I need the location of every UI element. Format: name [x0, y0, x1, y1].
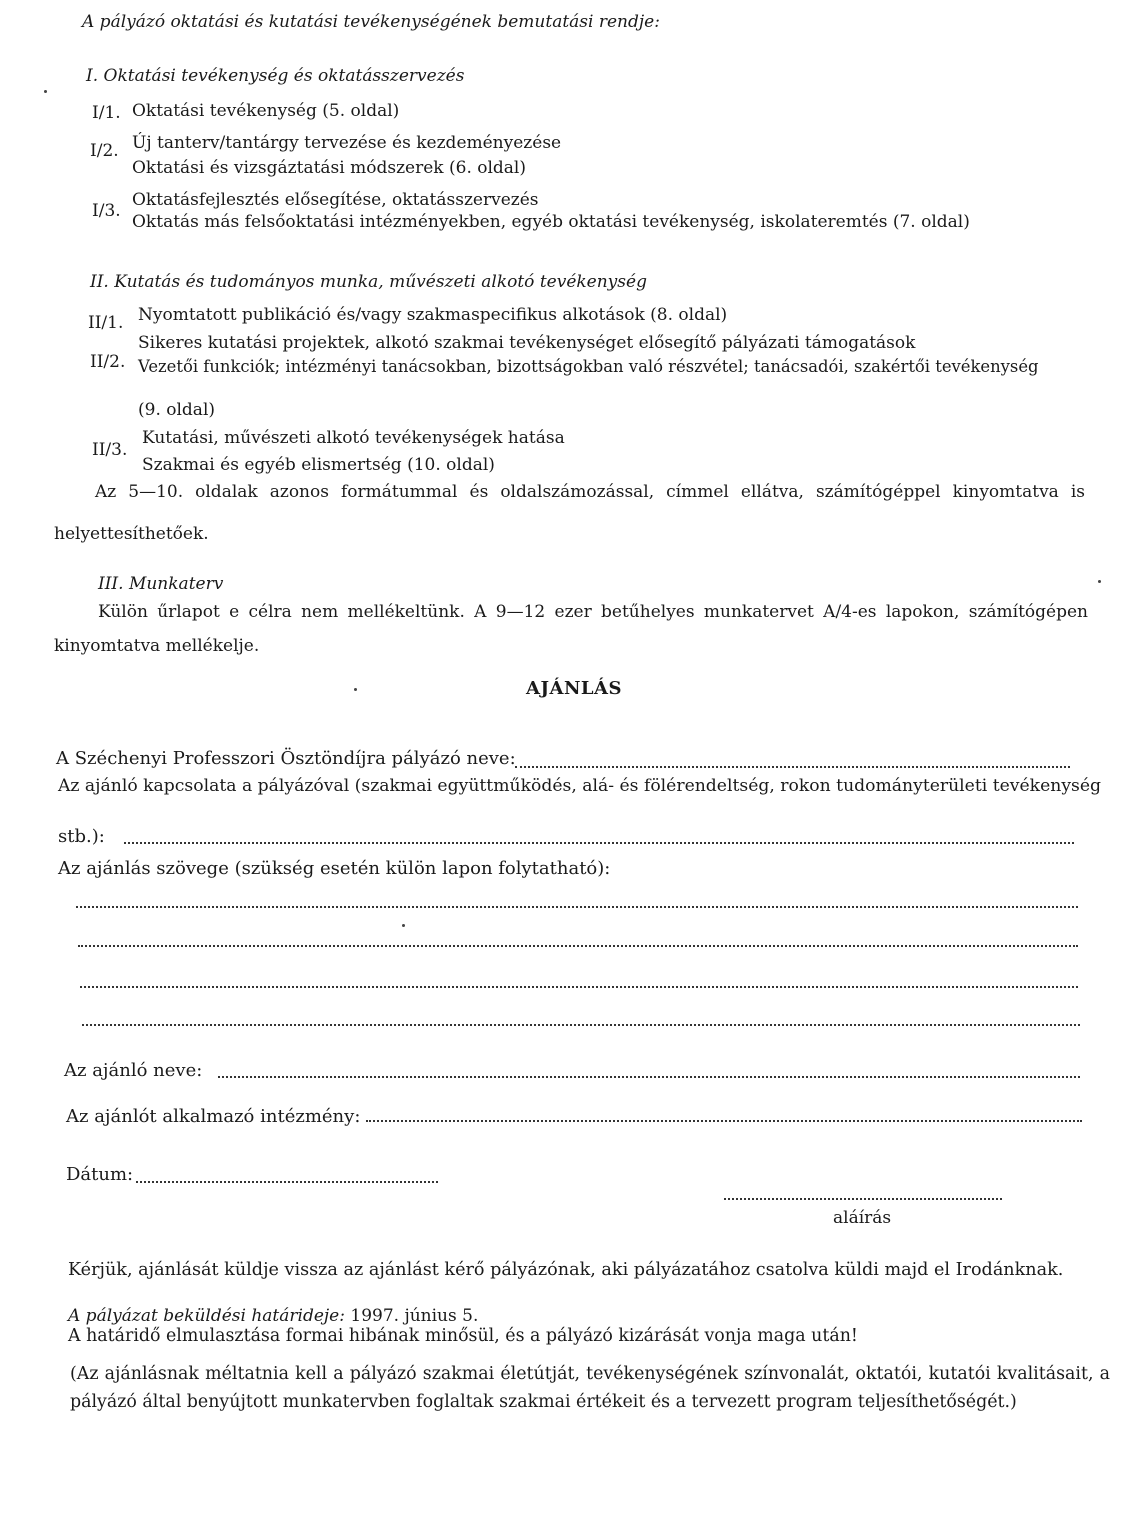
text-field-line-1[interactable]: [76, 906, 1078, 908]
text-field-line-3[interactable]: [80, 986, 1078, 988]
section3-line1: Külön űrlapot e célra nem mellékeltünk. A 9—12 ezer betűhelyes munkatervet A/4-es lapokon, számítógépen: [98, 602, 1088, 622]
text-field-line-2[interactable]: [78, 945, 1078, 947]
date-field[interactable]: [136, 1181, 438, 1183]
final-note-line2: pályázó által benyújtott munkatervben foglaltak szakmai értékeit és a tervezett program teljesíthetőségét.): [70, 1392, 1017, 1412]
deadline-line: [68, 1306, 478, 1326]
final-note-line1: (Az ajánlásnak méltatnia kell a pályázó szakmai életútját, tevékenységének színvonalát, oktatói, kutatói kvalitásait, a: [70, 1364, 1110, 1384]
recommender-name-field[interactable]: [218, 1076, 1080, 1078]
relation-label-line2: stb.):: [58, 826, 105, 847]
date-label: Dátum:: [66, 1164, 134, 1185]
item-ii2-line3: (9. oldal): [138, 400, 216, 420]
item-i2-num: I/2.: [90, 141, 119, 161]
institution-field[interactable]: [366, 1120, 1082, 1122]
deadline-warning: A határidő elmulasztása formai hibának minősül, és a pályázó kizárását vonja maga után!: [68, 1326, 858, 1346]
item-ii3-line1: Kutatási, művészeti alkotó tevékenységek hatása: [142, 428, 565, 448]
item-ii1-text: Nyomtatott publikáció és/vagy szakmaspecifikus alkotások (8. oldal): [138, 305, 728, 325]
deadline-date: 1997. június 5.: [350, 1306, 479, 1326]
applicant-name-field[interactable]: [515, 766, 1070, 768]
item-i3-line2: Oktatás más felsőoktatási intézményekben, egyéb oktatási tevékenység, iskolateremtés (7. oldal): [132, 212, 970, 232]
institution-label: Az ajánlót alkalmazó intézmény:: [66, 1106, 361, 1127]
item-ii2-line1: Sikeres kutatási projektek, alkotó szakmai tevékenységet elősegítő pályázati támogatások: [138, 333, 916, 353]
recommendation-heading: AJÁNLÁS: [526, 678, 623, 699]
section3-title: III. Munkaterv: [98, 574, 224, 594]
scan-speck: [354, 688, 357, 691]
section3-line2: kinyomtatva mellékelje.: [54, 636, 260, 656]
item-i1-num: I/1.: [92, 103, 121, 123]
signature-field[interactable]: [724, 1198, 1002, 1200]
item-ii2-num: II/2.: [90, 352, 126, 372]
item-i2-line2: Oktatási és vizsgáztatási módszerek (6. oldal): [132, 158, 527, 178]
deadline-label: A pályázat beküldési határideje:: [68, 1306, 345, 1326]
item-i1-text: Oktatási tevékenység (5. oldal): [132, 101, 400, 121]
scan-speck: [402, 924, 405, 927]
item-ii2-line2: Vezetői funkciók; intézményi tanácsokban, bizottságokban való részvétel; tanácsadói, szakértői tevékenység: [138, 357, 1039, 376]
text-label: Az ajánlás szövege (szükség esetén külön lapon folytatható):: [58, 858, 611, 879]
note-line1: Az 5—10. oldalak azonos formátummal és oldalszámozással, címmel ellátva, számítógéppel kinyomtatva is: [95, 482, 1085, 502]
text-field-line-4[interactable]: [82, 1024, 1080, 1026]
scan-speck: [44, 90, 47, 93]
return-note: Kérjük, ajánlását küldje vissza az ajánlást kérő pályázónak, aki pályázatához csatolva küldi majd el Irodánknak.: [68, 1260, 1064, 1280]
item-i3-line1: Oktatásfejlesztés elősegítése, oktatásszervezés: [132, 190, 539, 210]
item-i2-line1: Új tanterv/tantárgy tervezése és kezdeményezése: [132, 133, 562, 153]
applicant-name-label: A Széchenyi Professzori Ösztöndíjra pályázó neve:: [56, 748, 516, 769]
item-ii1-num: II/1.: [88, 313, 124, 333]
note-line2: helyettesíthetőek.: [54, 524, 209, 544]
item-i3-num: I/3.: [92, 201, 121, 221]
signature-label: aláírás: [833, 1208, 892, 1228]
section1-title: I. Oktatási tevékenység és oktatásszervezés: [86, 66, 465, 86]
relation-label-line1: Az ajánló kapcsolata a pályázóval (szakmai együttműködés, alá- és fölérendeltség, rokon tudományterületi tevékenység: [58, 776, 1102, 796]
item-ii3-num: II/3.: [92, 440, 128, 460]
section2-title: II. Kutatás és tudományos munka, művészeti alkotó tevékenység: [90, 272, 647, 292]
item-ii3-line2: Szakmai és egyéb elismertség (10. oldal): [142, 455, 495, 475]
scan-speck: [1098, 580, 1101, 583]
recommender-name-label: Az ajánló neve:: [64, 1060, 203, 1081]
intro-title: A pályázó oktatási és kutatási tevékenységének bemutatási rendje:: [82, 12, 660, 32]
relation-field[interactable]: [124, 842, 1074, 844]
